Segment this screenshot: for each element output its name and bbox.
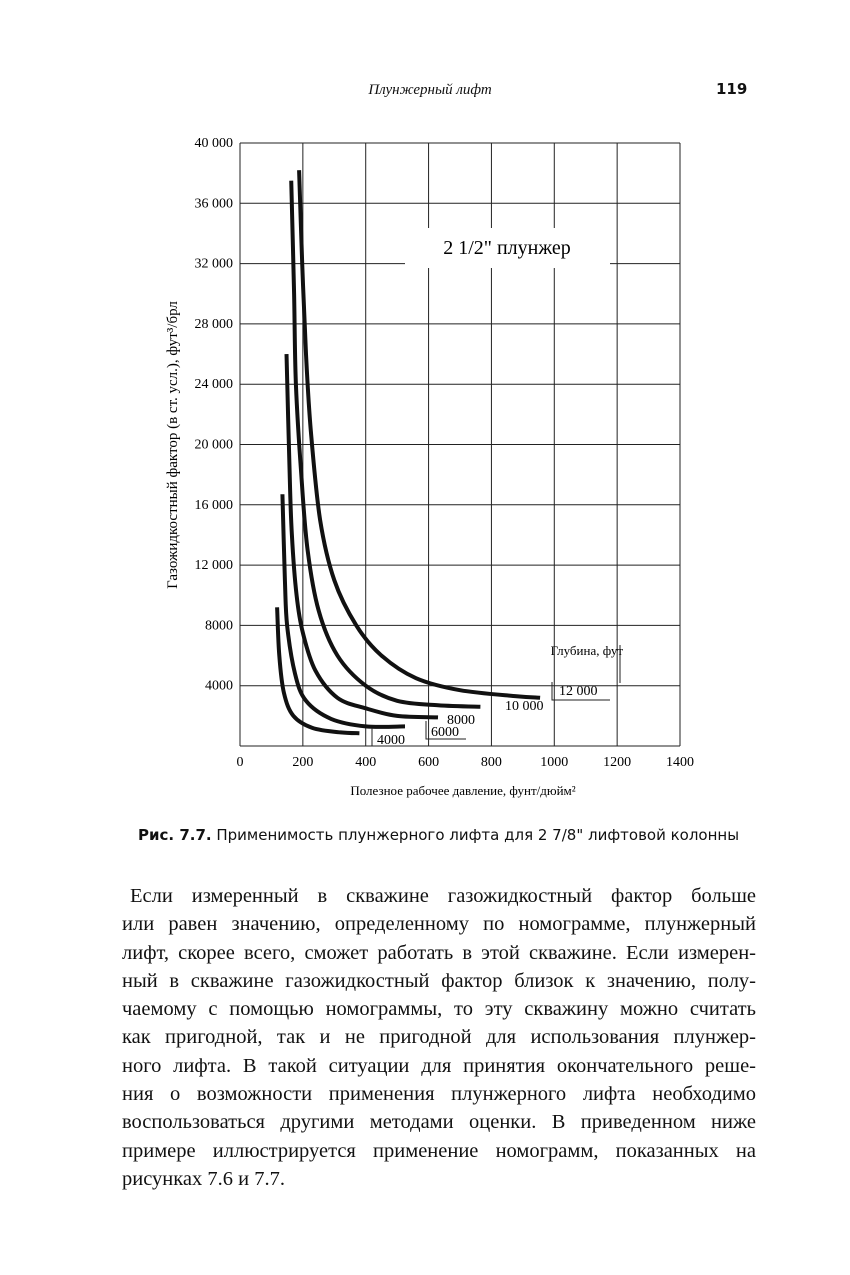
y-tick-label: 12 000 bbox=[194, 558, 233, 574]
body-line: или равен значению, определенному по номограмме, плунжерный bbox=[122, 913, 756, 936]
body-line: ния о возможности применения плунжерного лифта необходимо bbox=[122, 1083, 756, 1106]
x-tick-label: 1000 bbox=[540, 755, 569, 770]
series-label: 10 000 bbox=[505, 699, 544, 714]
caption-text: Применимость плунжерного лифта для 2 7/8" лифтовой колонны bbox=[216, 826, 740, 844]
chart-title: 2 1/2" плунжер bbox=[443, 237, 571, 259]
series-label: 8000 bbox=[447, 713, 475, 728]
y-axis-label: Газожидкостный фактор (в ст. усл.), фут³/брл bbox=[165, 301, 181, 589]
legend-title: Глубина, фут bbox=[550, 643, 623, 658]
body-line: воспользоваться другими методами оценки. В приведенном ниже bbox=[122, 1111, 756, 1134]
caption-label: Рис. 7.7. bbox=[138, 826, 212, 844]
body-line: чаемому с помощью номограммы, то эту скважину можно считать bbox=[122, 998, 756, 1021]
page-number: 119 bbox=[716, 80, 748, 98]
y-tick-label: 36 000 bbox=[194, 196, 233, 212]
x-tick-label: 600 bbox=[418, 755, 440, 770]
y-tick-labels bbox=[195, 136, 234, 694]
y-tick-label: 16 000 bbox=[194, 497, 233, 513]
body-line: Если измеренный в скважине газожидкостный фактор больше bbox=[130, 885, 756, 907]
y-tick-label: 40 000 bbox=[194, 136, 233, 151]
y-tick-label: 28 000 bbox=[194, 316, 233, 332]
body-line: ного лифта. В такой ситуации для принятия окончательного реше- bbox=[122, 1054, 756, 1077]
depth-curve-6000 bbox=[282, 494, 405, 727]
x-axis-label: Полезное рабочее давление, фунт/дюйм² bbox=[350, 783, 576, 798]
body-line: как пригодной, так и не пригодной для использования плунжер- bbox=[122, 1026, 756, 1049]
x-tick-label: 200 bbox=[292, 755, 314, 770]
series-labels bbox=[372, 645, 620, 748]
body-line: ный в скважине газожидкостный фактор близок к значению, полу- bbox=[122, 969, 756, 992]
x-tick-label: 1400 bbox=[666, 755, 694, 770]
x-tick-label: 1200 bbox=[603, 755, 632, 770]
body-line: примере иллюстрируется применение номограмм, показанных на bbox=[122, 1139, 756, 1162]
series-label: 6000 bbox=[431, 725, 459, 740]
x-tick-labels bbox=[237, 755, 695, 770]
body-line: рисунках 7.6 и 7.7. bbox=[122, 1167, 285, 1190]
figure-caption bbox=[138, 826, 758, 844]
y-tick-label: 24 000 bbox=[194, 377, 233, 393]
x-tick-label: 0 bbox=[236, 755, 244, 770]
y-tick-label: 8000 bbox=[205, 618, 233, 634]
x-tick-label: 400 bbox=[355, 755, 377, 770]
y-tick-label: 32 000 bbox=[194, 256, 233, 272]
y-tick-label: 4000 bbox=[205, 678, 233, 694]
body-line: лифт, скорее всего, сможет работать в этой скважине. Если измерен- bbox=[122, 941, 756, 964]
series-label: 4000 bbox=[377, 733, 405, 748]
x-tick-label: 800 bbox=[480, 755, 502, 770]
series-label: 12 000 bbox=[559, 684, 598, 699]
body-paragraph bbox=[122, 882, 756, 1193]
running-title: Плунжерный лифт bbox=[368, 82, 492, 98]
y-tick-label: 20 000 bbox=[194, 437, 233, 453]
